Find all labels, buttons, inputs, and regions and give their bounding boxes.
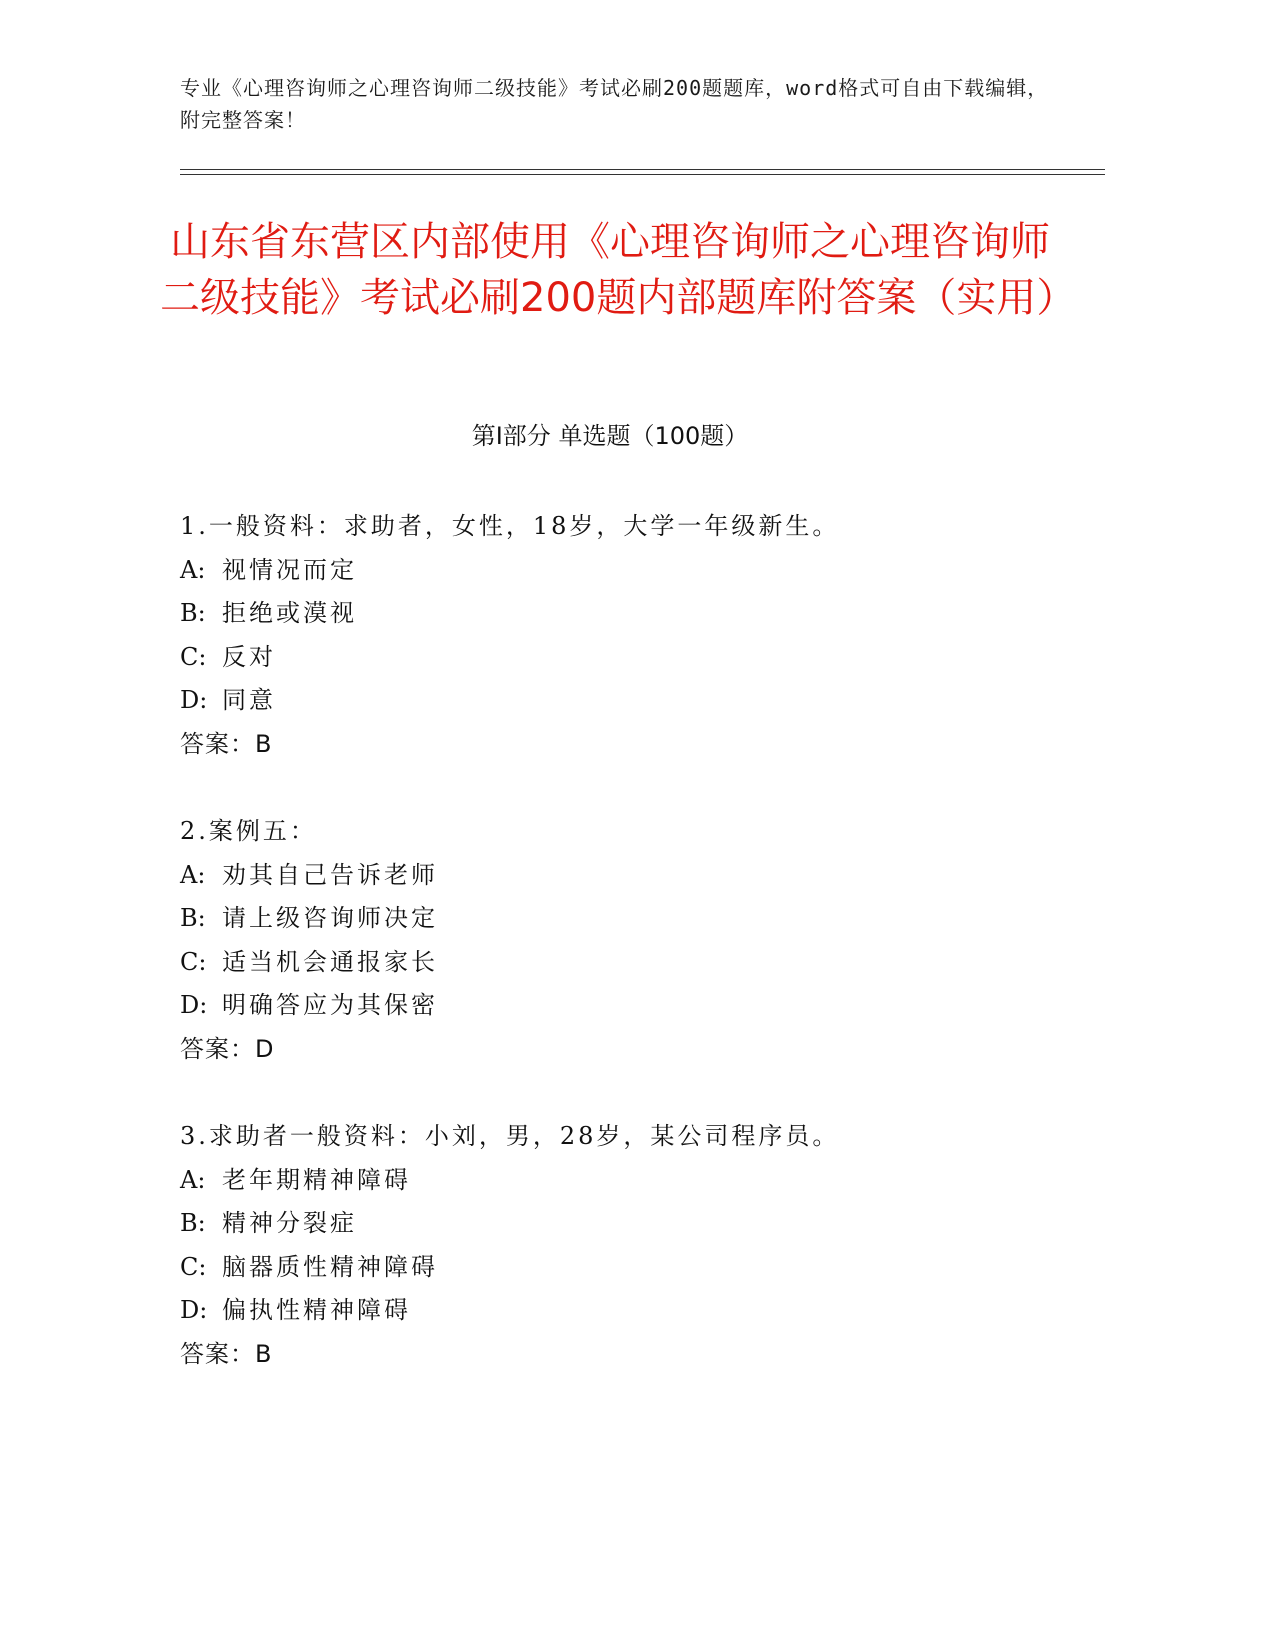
option-text: 请上级咨询师决定: [222, 904, 438, 932]
question-block: [180, 810, 1080, 1071]
option-text: 精神分裂症: [222, 1209, 357, 1237]
option-text: 脑器质性精神障碍: [222, 1252, 438, 1281]
option-letter: A:: [180, 860, 206, 889]
header-divider-bottom: [180, 174, 1105, 175]
option-letter: D:: [180, 991, 208, 1019]
option-letter: C:: [180, 947, 207, 976]
option-letter: C:: [180, 642, 207, 671]
answer-line: 答案：D: [180, 1034, 275, 1063]
header-divider-top: [180, 169, 1105, 170]
option-c: [180, 1246, 1080, 1290]
option-letter: A:: [180, 1165, 206, 1194]
option-text: 反对: [222, 642, 276, 671]
option-text: 劝其自己告诉老师: [222, 860, 438, 889]
option-c: [180, 941, 1080, 985]
option-letter: D:: [180, 1296, 208, 1324]
option-text: 适当机会通报家长: [222, 947, 438, 976]
option-letter: B:: [180, 1209, 206, 1237]
question-block: [180, 1115, 1080, 1376]
question-stem: 2.案例五：: [180, 817, 317, 845]
option-d: [180, 984, 1080, 1028]
option-text: 同意: [222, 686, 276, 714]
option-d: [180, 1289, 1080, 1333]
option-d: [180, 679, 1080, 723]
question-block: [180, 505, 1080, 766]
option-text: 偏执性精神障碍: [222, 1296, 411, 1324]
option-letter: B:: [180, 599, 206, 627]
option-a: [180, 549, 1080, 593]
document-title: 山东省东营区内部使用《心理咨询师之心理咨询师二级技能》考试必刷200题内部题库附答案（实用）: [160, 219, 1077, 321]
option-text: 视情况而定: [222, 555, 357, 584]
option-letter: C:: [180, 1252, 207, 1281]
option-a: [180, 1159, 1080, 1203]
option-b: [180, 1202, 1080, 1246]
option-c: [180, 636, 1080, 680]
option-letter: A:: [180, 555, 206, 584]
option-letter: D:: [180, 686, 208, 714]
option-a: [180, 854, 1080, 898]
question-stem: 1.一般资料：求助者，女性，18岁，大学一年级新生。: [180, 512, 840, 540]
option-text: 明确答应为其保密: [222, 991, 438, 1019]
answer-line: 答案：B: [180, 729, 273, 758]
option-letter: B:: [180, 904, 206, 932]
answer-line: 答案：B: [180, 1339, 273, 1368]
option-b: [180, 897, 1080, 941]
option-text: 老年期精神障碍: [222, 1165, 411, 1194]
option-b: [180, 592, 1080, 636]
option-text: 拒绝或漠视: [222, 599, 357, 627]
intro-text: 专业《心理咨询师之心理咨询师二级技能》考试必刷200题题库，word格式可自由下载编辑，附完整答案！: [180, 76, 1049, 132]
question-stem: 3.求助者一般资料：小刘，男，28岁，某公司程序员。: [180, 1122, 840, 1150]
section-heading: 第I部分 单选题（100题）: [471, 422, 749, 450]
